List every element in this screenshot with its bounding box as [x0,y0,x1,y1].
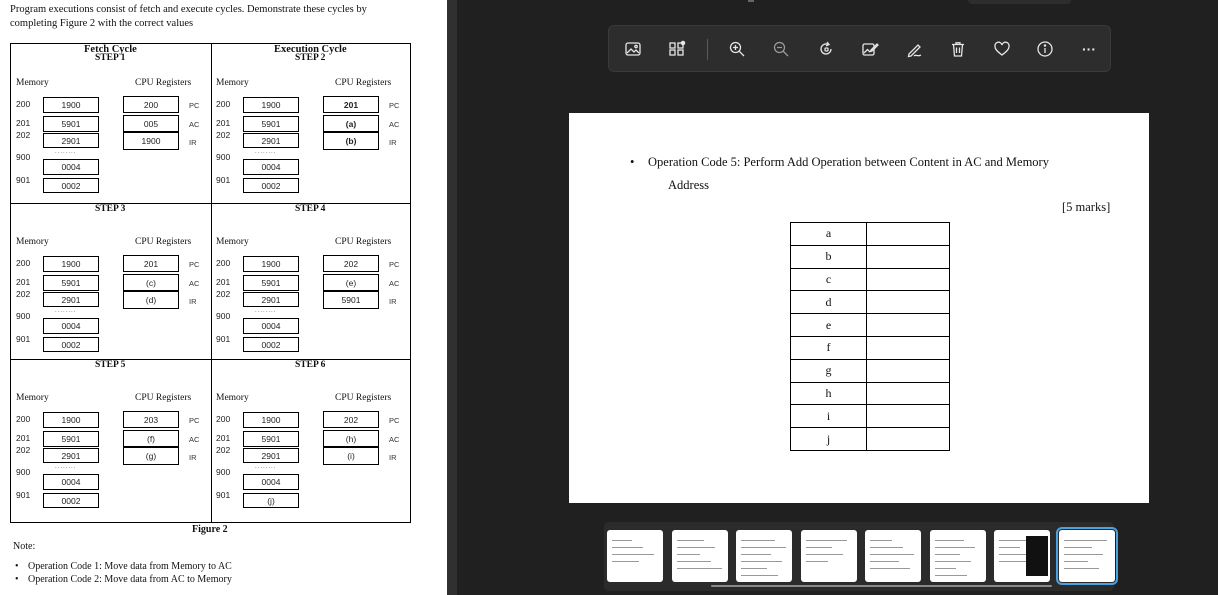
memory-label: Memory [216,393,249,403]
memory-cell: 5901 [243,275,299,291]
answer-row [791,428,950,451]
answer-table [790,222,950,451]
answer-key: h [791,382,867,405]
thumbnail-line [935,554,960,555]
draw-button[interactable] [904,39,924,59]
memory-address: 900 [216,152,231,162]
memory-cell: 0004 [43,474,99,490]
memory-label: Memory [16,393,49,403]
memory-cell: 0004 [243,474,299,490]
memory-cell: 0002 [243,337,299,352]
memory-address: 200 [16,99,31,109]
more-options-button[interactable] [1079,39,1099,59]
zoom-out-icon [772,40,790,58]
memory-cell: 5901 [243,116,299,132]
register-label-pc: PC [189,101,200,110]
register-label-pc: PC [389,416,400,425]
memory-cell: (j) [243,493,299,508]
thumbnail-line [677,540,704,541]
memory-address: 201 [216,433,231,443]
memory-address: 202 [216,289,231,299]
memory-cell: 0002 [243,178,299,193]
viewer-toolbar [608,25,1111,72]
edit-image-icon [861,40,879,58]
register-label-ir: IR [389,138,397,147]
favorite-button[interactable] [992,39,1012,59]
cpu-register-pc: 200 [123,96,179,113]
memory-address: 201 [16,277,31,287]
answer-value-cell[interactable] [867,428,950,451]
page-thumbnail[interactable] [801,530,857,582]
thumbnail-line [935,540,964,541]
zoom-in-icon [728,40,746,58]
thumbnail-line [741,540,775,541]
grid-icon [668,40,686,58]
register-label-pc: PC [389,260,400,269]
rotate-icon [817,40,835,58]
register-label-ir: IR [189,297,197,306]
memory-cell: 0002 [43,178,99,193]
answer-row [791,359,950,382]
memory-label: Memory [216,237,249,247]
marks-label: [5 marks] [1062,200,1111,214]
memory-address: 201 [216,277,231,287]
thumbnail-line [806,547,832,548]
register-label-pc: PC [389,101,400,110]
memory-cell: 1900 [243,412,299,428]
answer-value-cell[interactable] [867,314,950,337]
thumbnail-line [1064,561,1088,562]
cpu-register-ir: 1900 [123,132,179,150]
memory-label: Memory [16,78,49,88]
thumbnail-line [870,554,914,555]
memory-cell: 5901 [43,116,99,132]
answer-key: b [791,245,867,268]
memory-cell: 1900 [43,256,99,272]
answer-row [791,314,950,337]
memory-address: 202 [216,445,231,455]
cpu-registers-label: CPU Registers [135,237,192,247]
answer-value-cell[interactable] [867,405,950,428]
thumbnail-line [935,547,975,548]
cpu-register-pc: 201 [123,255,179,272]
thumbnail-line [935,561,971,562]
memory-address: 202 [16,289,31,299]
memory-cell: 0002 [43,493,99,508]
answer-row [791,291,950,314]
cpu-registers-label: CPU Registers [135,393,192,403]
register-label-ac: AC [389,435,400,444]
figure-caption: Figure 2 [192,524,228,535]
info-button[interactable] [1035,39,1055,59]
thumbnail-line [612,561,639,562]
answer-row [791,268,950,291]
thumbnail-line [741,561,782,562]
thumbnail-line [677,547,715,548]
favorite-icon [993,40,1011,58]
note-label: Note: [13,541,36,552]
memory-cell: 5901 [243,431,299,447]
memory-address: 202 [16,130,31,140]
thumbnail-line [1064,554,1103,555]
memory-address: 901 [16,334,31,344]
answer-key: d [791,291,867,314]
cpu-register-ir: 5901 [323,291,379,309]
memory-address: 202 [16,445,31,455]
answer-row [791,336,950,359]
answer-row [791,405,950,428]
zoom-out-button[interactable] [771,39,791,59]
note-item-2: • Operation Code 2: Move data from AC to Memory [28,574,232,585]
page-thumbnail[interactable] [672,530,728,582]
register-label-ir: IR [189,138,197,147]
memory-gap-dots: ........ [255,464,277,470]
register-label-pc: PC [189,260,200,269]
thumbnail-line [870,540,892,541]
page-thumbnail[interactable] [994,530,1050,582]
memory-cell: 0004 [243,159,299,175]
memory-address: 901 [16,175,31,185]
memory-cell: 2901 [243,292,299,307]
answer-value-cell[interactable] [867,291,950,314]
thumbnail-line [1064,540,1107,541]
memory-gap-dots: ........ [255,149,277,155]
thumbnail-line [741,575,778,576]
register-label-ir: IR [389,453,397,462]
answer-row [791,382,950,405]
memory-cell: 5901 [43,431,99,447]
operation-code-5-bullet: • Operation Code 5: Perform Add Operation between Content in AC and Memory [648,155,1049,170]
execution-cycle-header: Execution Cycle [274,44,347,55]
step-5-title: STEP 5 [95,360,126,370]
cpu-register-ac: (a) [323,115,379,132]
memory-gap-dots: ........ [255,308,277,314]
register-label-ir: IR [189,453,197,462]
memory-cell: 2901 [43,448,99,463]
intro-line-2: completing Figure 2 with the correct values [10,18,194,29]
thumbnail-line [612,540,632,541]
cpu-registers-label: CPU Registers [335,78,392,88]
thumbnail-line [741,568,767,569]
toolbar-separator [707,39,708,60]
memory-address: 901 [216,175,231,185]
document-left-panel[interactable] [0,0,447,595]
thumbnail-line [806,540,847,541]
cpu-register-ac: (f) [123,430,179,447]
answer-value-cell[interactable] [867,223,950,246]
page-thumbnail[interactable] [865,530,921,582]
cpu-register-ir: (g) [123,447,179,465]
memory-address: 201 [16,118,31,128]
column-divider [211,44,212,522]
answer-value-cell[interactable] [867,336,950,359]
intro-text [10,3,430,31]
memory-address: 200 [216,414,231,424]
cpu-register-pc: 202 [323,255,379,272]
answer-key: e [791,314,867,337]
fetch-cycle-header: Fetch Cycle [84,44,137,55]
page-thumbnail[interactable] [1059,530,1115,582]
memory-cell: 2901 [243,133,299,148]
grid-button[interactable] [667,39,687,59]
thumbnail-line [677,561,711,562]
memory-cell: 1900 [243,256,299,272]
thumbnail-dark-block [1026,536,1048,576]
thumbnail-line [870,568,910,569]
thumbnail-line [741,547,786,548]
memory-gap-dots: ........ [55,308,77,314]
image-button[interactable] [623,39,643,59]
memory-cell: 1900 [43,412,99,428]
memory-address: 202 [216,130,231,140]
thumbnail-line [741,554,771,555]
memory-address: 200 [216,99,231,109]
note-item-1: • Operation Code 1: Move data from Memory to AC [28,561,232,572]
memory-address: 201 [216,118,231,128]
cpu-registers-label: CPU Registers [335,393,392,403]
register-label-ac: AC [389,279,400,288]
thumbnail-line [1064,568,1099,569]
memory-address: 201 [16,433,31,443]
memory-address: 900 [16,152,31,162]
answer-row [791,245,950,268]
rotate-button[interactable] [816,39,836,59]
thumbnail-line [999,547,1020,548]
cpu-registers-label: CPU Registers [135,78,192,88]
cpu-register-ir: (d) [123,291,179,309]
memory-address: 200 [16,258,31,268]
thumbnail-line [612,554,654,555]
register-label-ac: AC [389,120,400,129]
answer-value-cell[interactable] [867,245,950,268]
section-divider-2 [11,359,410,360]
cpu-register-ac: (h) [323,430,379,447]
step-6-title: STEP 6 [295,360,326,370]
register-label-pc: PC [189,416,200,425]
memory-cell: 2901 [243,448,299,463]
register-label-ac: AC [189,435,200,444]
more-icon: ··· [1082,41,1096,57]
cpu-register-pc: 202 [323,411,379,428]
step-2-title: STEP 2 [295,53,326,63]
answer-key: i [791,405,867,428]
memory-address: 200 [16,414,31,424]
delete-icon [949,40,967,58]
memory-address: 901 [216,490,231,500]
thumbnail-line [935,568,956,569]
edit-image-button[interactable] [860,39,880,59]
memory-cell: 1900 [243,97,299,113]
document-page [569,113,1149,503]
memory-cell: 0004 [243,318,299,334]
step-1-title: STEP 1 [95,53,126,63]
thumbnail-strip [604,522,1114,591]
thumbnail-line [677,568,722,569]
title-bar-control[interactable] [968,0,1071,4]
title-fragment [748,0,754,2]
memory-cell: 0004 [43,318,99,334]
memory-gap-dots: ........ [55,149,77,155]
memory-address: 900 [216,311,231,321]
cpu-register-ac: (e) [323,274,379,291]
delete-button[interactable] [948,39,968,59]
page-thumbnail[interactable] [607,530,663,582]
cpu-register-ir: (b) [323,132,379,150]
step-4-title: STEP 4 [295,204,326,214]
cpu-register-pc: 203 [123,411,179,428]
memory-address: 901 [216,334,231,344]
draw-icon [905,40,923,58]
section-divider-1 [11,203,410,204]
step-3-title: STEP 3 [95,204,126,214]
memory-label: Memory [216,78,249,88]
answer-key: j [791,428,867,451]
thumbnail-line [870,561,899,562]
memory-address: 900 [16,467,31,477]
cpu-registers-label: CPU Registers [335,237,392,247]
memory-label: Memory [16,237,49,247]
memory-gap-dots: ........ [55,464,77,470]
memory-address: 900 [216,467,231,477]
answer-key: g [791,359,867,382]
memory-cell: 5901 [43,275,99,291]
memory-cell: 0004 [43,159,99,175]
cpu-register-pc: 201 [323,96,379,113]
answer-key: c [791,268,867,291]
thumbnail-line [1064,547,1092,548]
thumbnail-line [677,554,700,555]
cpu-register-ac: 005 [123,115,179,132]
answer-value-cell[interactable] [867,359,950,382]
thumbnail-line [612,547,643,548]
info-icon [1036,40,1054,58]
figure-2-table [10,43,411,523]
page-thumbnail[interactable] [736,530,792,582]
zoom-in-button[interactable] [727,39,747,59]
memory-cell: 1900 [43,97,99,113]
page-thumbnail[interactable] [930,530,986,582]
cpu-register-ac: (c) [123,274,179,291]
memory-cell: 0002 [43,337,99,352]
memory-address: 900 [16,311,31,321]
answer-row [791,223,950,246]
memory-address: 901 [16,490,31,500]
thumbnail-scrollbar[interactable] [711,585,1052,587]
thumbnail-line [806,554,843,555]
register-label-ir: IR [389,297,397,306]
panel-divider [447,0,457,595]
memory-cell: 2901 [43,133,99,148]
answer-key: f [791,336,867,359]
register-label-ac: AC [189,279,200,288]
intro-line-1: Program executions consist of fetch and execute cycles. Demonstrate these cycles by [10,4,367,15]
answer-value-cell[interactable] [867,268,950,291]
register-label-ac: AC [189,120,200,129]
answer-key: a [791,223,867,246]
cpu-register-ir: (i) [323,447,379,465]
memory-address: 200 [216,258,231,268]
thumbnail-line [935,575,967,576]
operation-code-5-continuation: Address [668,178,709,192]
memory-cell: 2901 [43,292,99,307]
thumbnail-line [806,561,828,562]
answer-value-cell[interactable] [867,382,950,405]
thumbnail-line [870,547,903,548]
image-icon [624,40,642,58]
